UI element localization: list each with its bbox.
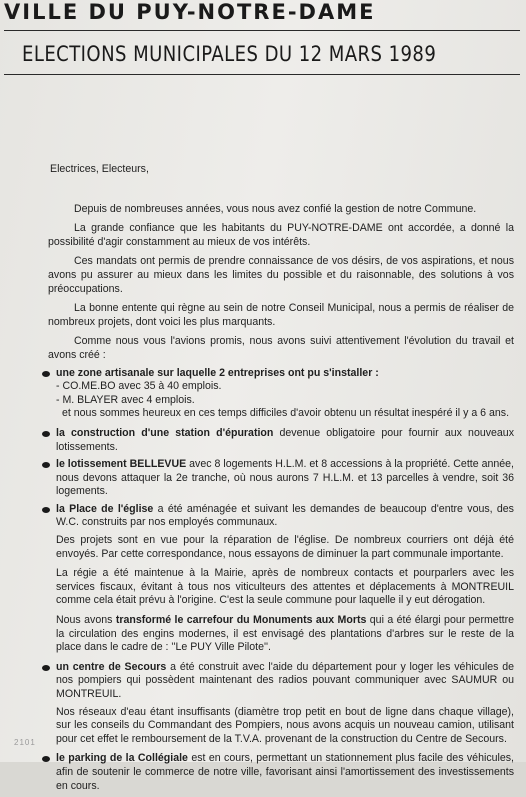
bullet-artisan-zone-title: une zone artisanale sur laquelle 2 entreprises ont pu s'installer : bbox=[56, 366, 379, 379]
paragraph-crossroads bbox=[56, 614, 514, 655]
bullet-church-square-title: la Place de l'église bbox=[56, 502, 154, 515]
bullet-dot bbox=[42, 431, 50, 437]
crossroads-intro: Nous avons bbox=[56, 614, 116, 627]
bullet-dot bbox=[42, 665, 50, 671]
bullet-bellevue-text: avec 8 logements H.L.M. et 8 accessions à la propriété. Cette année, nous devons attaquer la 2e tranche, où nous aurons 7 H.L.M. et 13 parcelles à vendre, soit 36 logements. bbox=[56, 458, 514, 498]
crossroads-title: transformé le carrefour du Monuments aux Morts bbox=[115, 614, 367, 627]
greeting: Electrices, Electeurs, bbox=[50, 163, 149, 175]
margin-note: 2101 bbox=[14, 738, 36, 747]
paragraph-confidence: La grande confiance que les habitants du PUY-NOTRE-DAME ont accordée, a donné la possibilité d'agir constamment au mieux de vos intérêts. bbox=[48, 222, 514, 248]
title-rule-top bbox=[4, 30, 520, 31]
bullet-parking-title: le parking de la Collégiale bbox=[56, 752, 188, 765]
bullet-water-treatment-title: la construction d'une station d'épuration bbox=[56, 426, 274, 439]
artisan-zone-result: et nous sommes heureux en ces temps difficiles d'avoir obtenu un résultat inespéré il y a 6 ans. bbox=[62, 407, 510, 420]
title-rule-bottom bbox=[4, 74, 520, 75]
election-title: ELECTIONS MUNICIPALES DU 12 MARS 1989 bbox=[22, 42, 437, 66]
paragraph-regie: La régie a été maintenue à la Mairie, après de nombreux contacts et pourparlers avec les services fiscaux, évitant à tous nos viticulteurs des attentes et déplacements à MONTREUIL comme cela était prévu à l'origine. C'est la seule commune pour laquelle il y eut dérogation. bbox=[56, 567, 514, 607]
bullet-dot bbox=[42, 462, 50, 468]
bullet-dot bbox=[42, 507, 50, 513]
paragraph-mandates: Ces mandats ont permis de prendre connaissance de vos désirs, de vos aspirations, et nous avons pu assurer au mieux dans les limites du possible et du raisonnable, des solutions à vos préoccupations. bbox=[48, 255, 514, 295]
letter-body bbox=[48, 163, 514, 797]
bullet-rescue-center bbox=[42, 661, 514, 702]
bullet-rescue-center-title: un centre de Secours bbox=[56, 660, 167, 673]
company-comebo: - CO.ME.BO avec 35 à 40 emplois. bbox=[56, 380, 222, 393]
bullet-dot bbox=[42, 371, 50, 377]
town-title: VILLE DU PUY-NOTRE-DAME bbox=[4, 0, 376, 24]
crossroads-text: qui a été élargi pour permettre la circulation des engins modernes, il est envisagé des plantations d'arbres sur le reste de la place dans le cadre de : ''Le PUY Ville Pilote''. bbox=[56, 614, 514, 654]
bullet-artisan-zone bbox=[42, 367, 514, 381]
paragraph-intro-list: Comme nous vous l'avions promis, nous avons suivi attentivement l'évolution du travail et avons créé : bbox=[48, 335, 514, 361]
bullet-bellevue-title: le lotissement BELLEVUE bbox=[56, 458, 187, 471]
bullet-water-treatment-text: devenue obligatoire pour fournir aux nouveaux lotissements. bbox=[56, 426, 514, 453]
paragraph-trust: Depuis de nombreuses années, vous nous avez confié la gestion de notre Commune. bbox=[74, 202, 477, 215]
bullet-rescue-center-text: a été construit avec l'aide du département pour y loger les véhicules de nos pompiers qui possèdent maintenant des radios pouvant communiquer avec SAUMUR ou MONTREUIL. bbox=[56, 660, 514, 700]
bullet-parking-text: est en cours, permettant un stationnement plus facile des véhicules, afin de soutenir le commerce de notre ville, favorisant ainsi l'amortissement des investissements en cours. bbox=[56, 752, 514, 792]
bullet-bellevue bbox=[42, 458, 514, 499]
paragraph-water-network: Nos réseaux d'eau étant insuffisants (diamètre trop petit en bout de ligne dans chaque village), sur les conseils du Commandant des Pompiers, nous avons acquis un nouveau camion, utilisant pour cet effet le remboursement de la T.V.A. provenant de la construction du Centre de Secours. bbox=[56, 705, 514, 745]
bullet-parking bbox=[42, 752, 514, 793]
bullet-dot bbox=[42, 756, 50, 762]
paragraph-church-repair: Des projets sont en vue pour la réparation de l'église. De nombreux courriers ont déjà été envoyés. Par cette correspondance, nous essayons de diminuer la part communale importante. bbox=[56, 534, 514, 560]
bullet-church-square-text: a été aménagée et suivant les demandes de beaucoup d'entre vous, des W.C. construits par nos employés communaux. bbox=[56, 502, 514, 529]
bullet-water-treatment bbox=[42, 427, 514, 454]
bullet-church-square bbox=[42, 503, 514, 530]
paragraph-council: La bonne entente qui règne au sein de notre Conseil Municipal, nous a permis de réaliser de nombreux projets, dont voici les plus marquants. bbox=[48, 302, 514, 328]
company-blayer: - M. BLAYER avec 4 emplois. bbox=[56, 393, 195, 406]
